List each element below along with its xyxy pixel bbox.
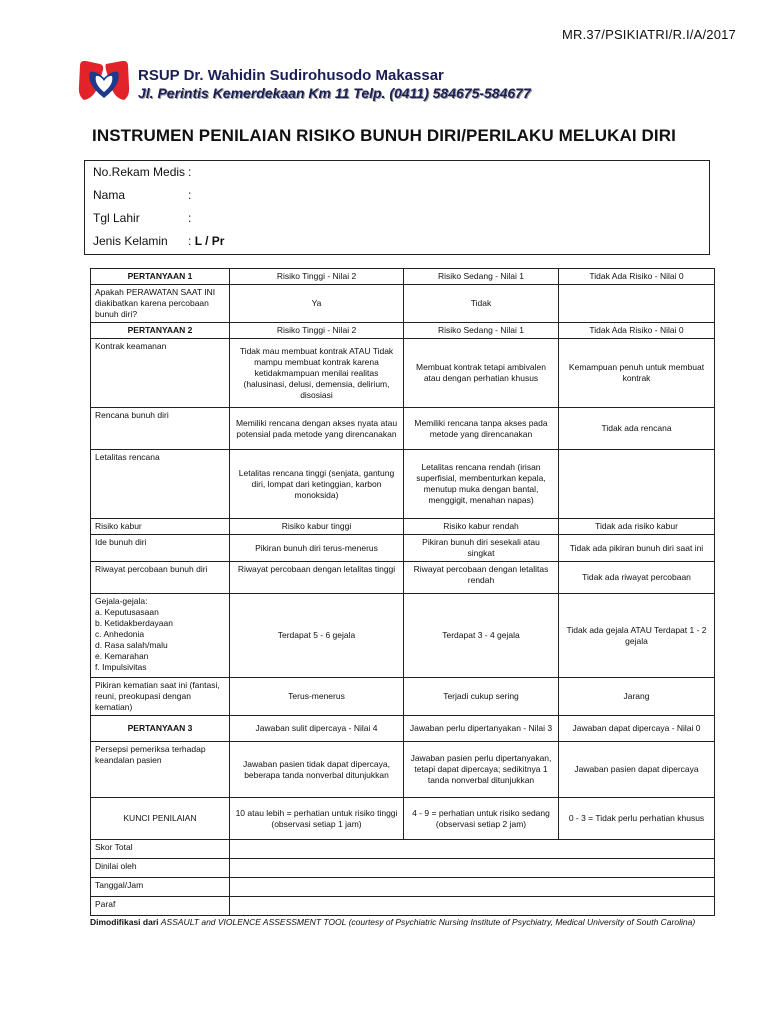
key-low: 0 - 3 = Tidak perlu perhatian khusus <box>559 798 715 840</box>
table-header: PERTANYAAN 1 <box>91 269 230 285</box>
answer-cell[interactable]: Jawaban pasien perlu dipertanyakan, tetapi dapat dipercaya; sedikitnya 1 tanda nonverbal ditunjukkan <box>404 742 559 798</box>
score-total-label: Skor Total <box>91 840 230 859</box>
answer-cell[interactable]: Tidak mau membuat kontrak ATAU Tidak mampu membuat kontrak karena ketidakmampuan menilai realitas (halusinasi, delusi, demensia, delirium, disosiasi <box>230 339 404 408</box>
answer-cell[interactable]: Ya <box>230 285 404 323</box>
answer-cell[interactable]: Kemampuan penuh untuk membuat kontrak <box>559 339 715 408</box>
answer-cell[interactable]: Membuat kontrak tetapi ambivalen atau dengan perhatian khusus <box>404 339 559 408</box>
footnote <box>90 916 710 928</box>
hospital-name: RSUP Dr. Wahidin Sudirohusodo Makassar <box>138 67 444 84</box>
table-row <box>91 562 715 594</box>
symptoms-cell <box>91 594 230 678</box>
field-medical-record[interactable] <box>93 165 191 179</box>
field-label: Jenis Kelamin <box>93 234 168 248</box>
answer-cell[interactable]: Pikiran bunuh diri sesekali atau singkat <box>404 535 559 562</box>
table-header: Jawaban perlu dipertanyakan - Nilai 3 <box>404 716 559 742</box>
table-header: Jawaban sulit dipercaya - Nilai 4 <box>230 716 404 742</box>
assessor-row <box>91 859 715 878</box>
key-mid <box>404 798 559 840</box>
answer-cell[interactable]: Tidak ada risiko kabur <box>559 519 715 535</box>
table-row <box>91 519 715 535</box>
key-mid-note: (observasi setiap 2 jam) <box>435 818 527 829</box>
table-row <box>91 285 715 323</box>
answer-cell[interactable]: Risiko kabur tinggi <box>230 519 404 535</box>
answer-cell[interactable]: Terjadi cukup sering <box>404 678 559 716</box>
list-item: e. Kemarahan <box>95 651 149 661</box>
page-title: INSTRUMEN PENILAIAN RISIKO BUNUH DIRI/PERILAKU MELUKAI DIRI <box>92 126 676 145</box>
q2-header-row <box>91 323 715 339</box>
table-header: Risiko Sedang - Nilai 1 <box>404 269 559 285</box>
table-row <box>91 535 715 562</box>
answer-cell[interactable]: Memiliki rencana dengan akses nyata atau potensial pada metode yang direncanakan <box>230 408 404 450</box>
field-separator: : <box>188 188 192 202</box>
datetime-row <box>91 878 715 897</box>
document-code: MR.37/PSIKIATRI/R.I/A/2017 <box>561 27 736 42</box>
gender-value: L / Pr <box>194 234 225 248</box>
table-header: Risiko Tinggi - Nilai 2 <box>230 269 404 285</box>
field-label: No.Rekam Medis <box>93 165 186 179</box>
criteria-cell: Kontrak keamanan <box>91 339 230 408</box>
criteria-cell: Letalitas rencana <box>91 450 230 519</box>
list-item: b. Ketidakberdayaan <box>95 618 173 628</box>
criteria-cell: Persepsi pemeriksa terhadap keandalan pasien <box>91 742 230 798</box>
criteria-cell: Riwayat percobaan bunuh diri <box>91 562 230 594</box>
field-label: Nama <box>93 188 126 202</box>
hospital-logo <box>76 58 134 104</box>
list-item: a. Keputusasaan <box>95 607 159 617</box>
footnote-source: ASSAULT and VIOLENCE ASSESSMENT TOOL (courtesy of Psychiatric Nursing Institute of Psychiatry, Medical University of South Carolina) <box>160 917 696 927</box>
answer-cell[interactable]: Jawaban pasien tidak dapat dipercaya, beberapa tanda nonverbal ditunjukkan <box>230 742 404 798</box>
list-item: f. Impulsivitas <box>95 662 147 672</box>
table-row <box>91 339 715 408</box>
key-high-text: 10 atau lebih = perhatian untuk risiko tinggi <box>235 807 398 818</box>
answer-cell[interactable]: Tidak ada rencana <box>559 408 715 450</box>
q1-header-row <box>91 269 715 285</box>
patient-info-box <box>84 160 710 255</box>
score-total-field[interactable] <box>230 840 715 859</box>
symptoms-title: Gejala-gejala: <box>95 596 148 606</box>
answer-cell[interactable]: Terdapat 3 - 4 gejala <box>404 594 559 678</box>
field-separator: : <box>188 165 192 179</box>
answer-cell[interactable]: Riwayat percobaan dengan letalitas tinggi <box>230 562 404 594</box>
answer-cell[interactable]: Pikiran bunuh diri terus-menerus <box>230 535 404 562</box>
table-header: Tidak Ada Risiko - Nilai 0 <box>559 269 715 285</box>
datetime-field[interactable] <box>230 878 715 897</box>
answer-cell[interactable]: Jawaban pasien dapat dipercaya <box>559 742 715 798</box>
table-row <box>91 678 715 716</box>
answer-cell[interactable] <box>559 285 715 323</box>
answer-cell[interactable]: Tidak ada gejala ATAU Terdapat 1 - 2 gejala <box>559 594 715 678</box>
answer-cell[interactable] <box>559 450 715 519</box>
assessor-label: Dinilai oleh <box>91 859 230 878</box>
answer-cell[interactable]: Tidak <box>404 285 559 323</box>
key-mid-text: 4 - 9 = perhatian untuk risiko sedang <box>412 807 550 818</box>
field-separator: : <box>188 234 192 248</box>
field-label: Tgl Lahir <box>93 211 140 225</box>
field-birth-date[interactable] <box>93 211 191 225</box>
list-item: d. Rasa salah/malu <box>95 640 168 650</box>
table-header: Jawaban dapat dipercaya - Nilai 0 <box>559 716 715 742</box>
datetime-label: Tanggal/Jam <box>91 878 230 897</box>
key-high <box>230 798 404 840</box>
key-high-note: (observasi setiap 1 jam) <box>271 818 362 829</box>
criteria-cell: Ide bunuh diri <box>91 535 230 562</box>
criteria-cell: Rencana bunuh diri <box>91 408 230 450</box>
signature-field[interactable] <box>230 897 715 916</box>
table-row <box>91 450 715 519</box>
answer-cell[interactable]: Terus-menerus <box>230 678 404 716</box>
table-row <box>91 408 715 450</box>
answer-cell[interactable]: Tidak ada riwayat percobaan <box>559 562 715 594</box>
score-total-row <box>91 840 715 859</box>
answer-cell[interactable]: Terdapat 5 - 6 gejala <box>230 594 404 678</box>
answer-cell[interactable]: Letalitas rencana rendah (irisan superfisial, membenturkan kepala, menutup muka dengan bantal, menggigit, menahan napas) <box>404 450 559 519</box>
assessment-table <box>90 268 715 916</box>
assessor-field[interactable] <box>230 859 715 878</box>
question-cell: Apakah PERAWATAN SAAT INI diakibatkan karena percobaan bunuh diri? <box>91 285 230 323</box>
key-label: KUNCI PENILAIAN <box>91 798 230 840</box>
hospital-address: Jl. Perintis Kemerdekaan Km 11 Telp. (0411) 584675-584677 <box>138 85 531 101</box>
q3-header-row <box>91 716 715 742</box>
footnote-prefix: Dimodifikasi dari <box>90 917 159 927</box>
table-header: Risiko Tinggi - Nilai 2 <box>230 323 404 339</box>
scoring-key-row <box>91 798 715 840</box>
list-item: c. Anhedonia <box>95 629 145 639</box>
field-separator: : <box>188 211 192 225</box>
table-row <box>91 742 715 798</box>
table-row <box>91 594 715 678</box>
field-name[interactable] <box>93 188 191 202</box>
table-header: PERTANYAAN 3 <box>91 716 230 742</box>
answer-cell[interactable]: Letalitas rencana tinggi (senjata, gantung diri, lompat dari ketinggian, karbon monoksida) <box>230 450 404 519</box>
answer-cell[interactable]: Memiliki rencana tanpa akses pada metode yang direncanakan <box>404 408 559 450</box>
answer-cell[interactable]: Tidak ada pikiran bunuh diri saat ini <box>559 535 715 562</box>
criteria-cell: Risiko kabur <box>91 519 230 535</box>
table-header: PERTANYAAN 2 <box>91 323 230 339</box>
table-header: Tidak Ada Risiko - Nilai 0 <box>559 323 715 339</box>
answer-cell[interactable]: Risiko kabur rendah <box>404 519 559 535</box>
signature-label: Paraf <box>91 897 230 916</box>
answer-cell[interactable]: Riwayat percobaan dengan letalitas rendah <box>404 562 559 594</box>
criteria-cell: Pikiran kematian saat ini (fantasi, reuni, preokupasi dengan kematian) <box>91 678 230 716</box>
symptoms-list <box>95 607 225 673</box>
answer-cell[interactable]: Jarang <box>559 678 715 716</box>
field-gender[interactable] <box>93 234 224 248</box>
table-header: Risiko Sedang - Nilai 1 <box>404 323 559 339</box>
signature-row <box>91 897 715 916</box>
